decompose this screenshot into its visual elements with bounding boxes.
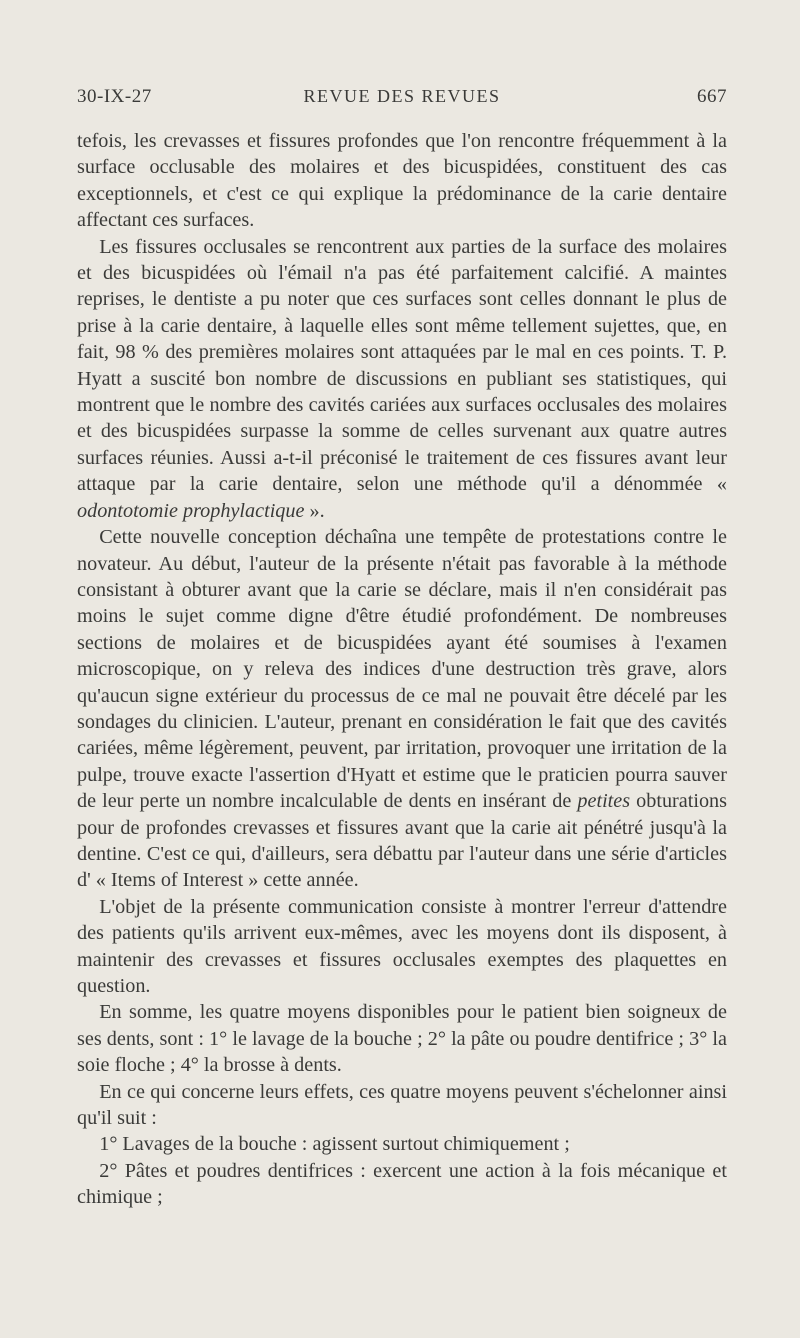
paragraph-2-emphasis: odontotomie prophylactique [77,499,305,522]
paragraph-3-end: obturations pour de profondes crevasses et fissures avant que la carie ait pénétré jusqu'à la dentine. C'est ce qui, d'ailleurs, sera débattu par l'auteur dans une série d'articles d' « Items of Interest » cette année. [77,790,727,892]
paragraph-1: tefois, les crevasses et fissures profondes que l'on rencontre fréquemment à la surface occlusable des molaires et des bicuspidées, constituent des cas exceptionnels, et c'est ce qui explique la prédominance de la carie dentaire affectant ces surfaces. [77,130,727,232]
paragraph-2 [77,234,727,524]
paragraph-2-text: Les fissures occlusales se rencontrent aux parties de la surface des molaires et des bicuspidées où l'émail n'a pas été parfaitement calcifié. A maintes reprises, le dentiste a pu noter que ces surfaces sont celles donnant le plus de prise à la carie dentaire, à laquelle elles sont même tellement sujettes, que, en fait, 98 % des premières molaires sont attaquées par le mal en ces points. T. P. Hyatt a suscité bon nombre de discussions en publiant ses statistiques, qui montrent que le nombre des cavités cariées aux surfaces occlusales des molaires et des bicuspidées surpasse la somme de celles survenant aux quatre autres surfaces réunies. Aussi a-t-il préconisé le traitement de ces fissures avant leur attaque par la carie dentaire, selon une méthode qu'il a dénommée « [77,235,727,496]
paragraph-3 [77,524,727,894]
paragraph-4: L'objet de la présente communication consiste à montrer l'erreur d'attendre des patients qu'ils arrivent eux-mêmes, avec les moyens dont ils disposent, à maintenir des crevasses et fissures occlusales exemptes des plaquettes en question. [77,895,727,997]
paragraph-6: En ce qui concerne leurs effets, ces quatre moyens peuvent s'échelonner ainsi qu'il suit : [77,1080,727,1130]
paragraph-7: 1° Lavages de la bouche : agissent surtout chimiquement ; [99,1133,570,1156]
running-header [77,86,727,120]
paragraph-2-end: ». [304,499,325,522]
header-title: REVUE DES REVUES [303,86,501,106]
page-number: 667 [697,86,727,107]
paragraph-3-text: Cette nouvelle conception déchaîna une tempête de protestations contre le novateur. Au début, l'auteur de la présente n'était pas favorable à la méthode consistant à obturer avant que la carie se déclare, mais il n'en considérait pas moins le sujet comme digne d'être étudié profondément. De nombreuses sections de molaires et de bicuspidées ayant été soumises à l'examen microscopique, on y releva des indices d'une destruction très grave, alors qu'aucun signe extérieur du processus de ce mal ne pouvait être décelé par les sondages du clinicien. L'auteur, prenant en considération le fait que des cavités cariées, même légèrement, peuvent, par irritation, provoquer une irritation de la pulpe, trouve exacte l'assertion d'Hyatt et estime que le praticien pourra sauver de leur perte un nombre incalculable de dents en insérant de [77,526,727,813]
paragraph-3-emphasis: petites [577,790,631,813]
paragraph-5: En somme, les quatre moyens disponibles pour le patient bien soigneux de ses dents, sont : 1° le lavage de la bouche ; 2° la pâte ou poudre dentifrice ; 3° la soie floche ; 4° la brosse à dents. [77,1001,727,1077]
header-date: 30-IX-27 [77,86,152,107]
paragraph-8: 2° Pâtes et poudres dentifrices : exercent une action à la fois mécanique et chimique ; [77,1159,727,1209]
page-body [77,128,727,1211]
